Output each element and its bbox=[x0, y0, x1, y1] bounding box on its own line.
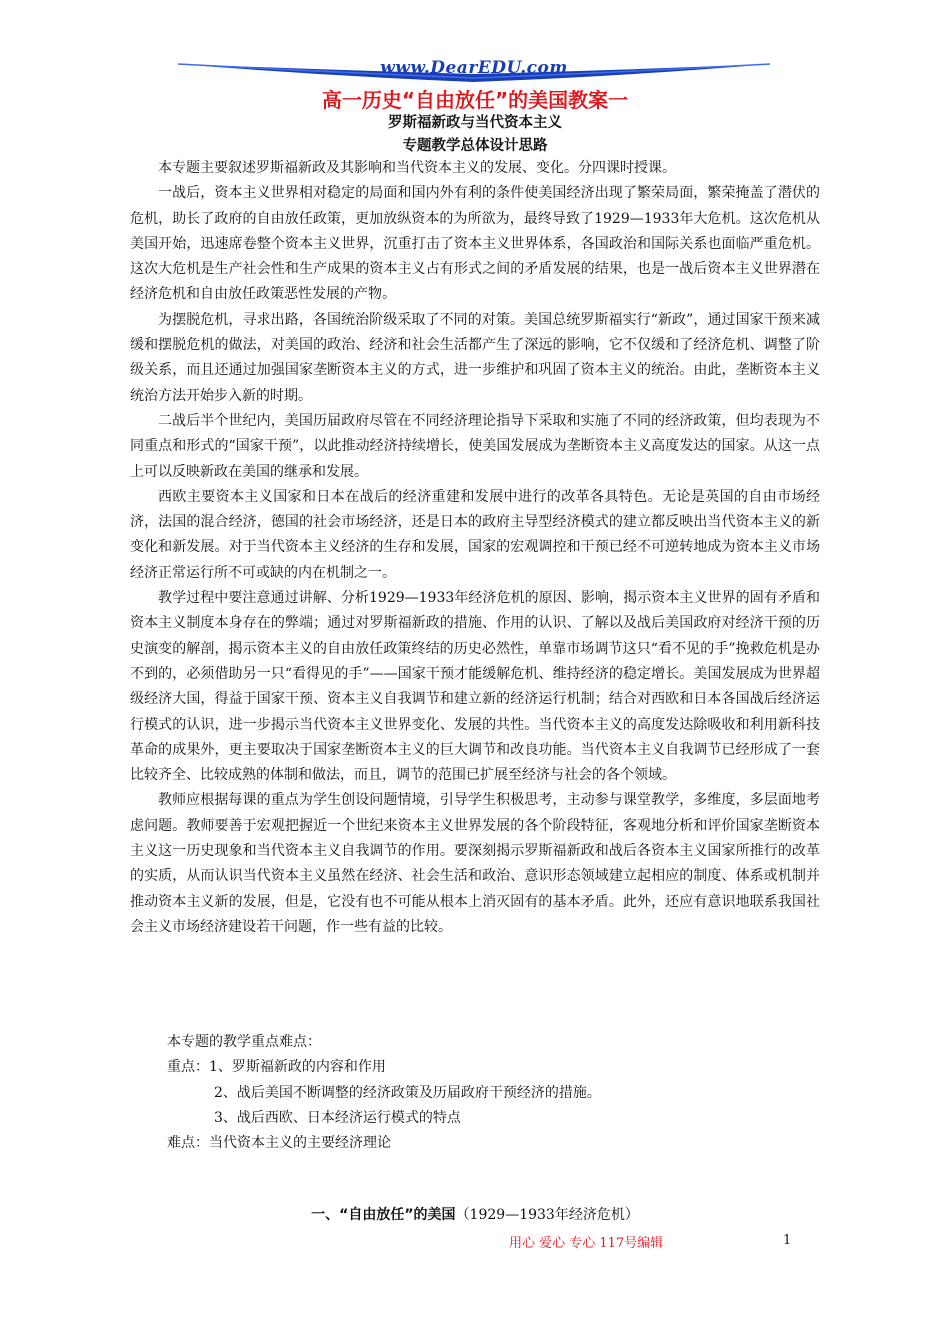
site-logo[interactable] bbox=[178, 56, 770, 86]
paragraph: 一战后，资本主义世界相对稳定的局面和国内外有利的条件使美国经济出现了繁荣局面，繁荣掩盖了潜伏的危机，助长了政府的自由放任政策，更加放纵资本的为所欲为，最终导致了1929—1933年大危机。这次危机从美国开始，迅速席卷整个资本主义世界，沉重打击了资本主义世界体系，各国政治和国际关系也面临严重危机。这次大危机是生产社会性和生产成果的资本主义占有形式之间的矛盾发展的结果，也是一战后资本主义世界潜在经济危机和自由放任政策恶性发展的产物。 bbox=[130, 185, 820, 303]
paragraph: 为摆脱危机，寻求出路，各国统治阶级采取了不同的对策。美国总统罗斯福实行“新政”，通过国家干预来减缓和摆脱危机的做法，对美国的政治、经济和社会生活都产生了深远的影响，它不仅缓和了经济危机、调整了阶级关系，而且还通过加强国家垄断资本主义的方式，进一步维护和巩固了资本主义的统治。由此，垄断资本主义统治方法开始步入新的时期。 bbox=[130, 311, 820, 404]
page-number: 1 bbox=[783, 1233, 792, 1248]
key-points-list bbox=[130, 1030, 820, 1156]
document-subtitle: 罗斯福新政与当代资本主义 bbox=[388, 115, 562, 131]
paragraph: 教师应根据每课的重点为学生创设问题情境，引导学生积极思考，主动参与课堂教学，多维度，多层面地考虑问题。教师要善于宏观把握近一个世纪来资本主义世界发展的各个阶段特征，客观地分析和评价国家垄断资本主义这一历史现象和当代资本主义自我调节的作用。要深刻揭示罗斯福新政和战后各资本主义国家所推行的改革的实质，从而认识当代资本主义虽然在经济、社会生活和政治、意识形态领域建立起相应的制度、体系或机制并推动资本主义新的发展，但是，它没有也不可能从根本上消灭固有的基本矛盾。此外，还应有意识地联系我国社会主义市场经济建设若干问题，作一些有益的比较。 bbox=[130, 792, 820, 935]
paragraph: 西欧主要资本主义国家和日本在战后的经济重建和发展中进行的改革各具特色。无论是英国的自由市场经济，法国的混合经济，德国的社会市场经济，还是日本的政府主导型经济模式的建立都反映出当代资本主义的新变化和新发展。对于当代资本主义经济的生存和发展，国家的宏观调控和干预已经不可逆转地成为资本主义市场经济正常运行所不可或缺的内在机制之一。 bbox=[130, 488, 820, 581]
document-title: 高一历史“自由放任”的美国教案一 bbox=[321, 88, 629, 112]
logo-text: www.DearEDU.com bbox=[380, 58, 568, 78]
key-point-item: 2、战后美国不断调整的经济政策及历届政府干预经济的措施。 bbox=[214, 1084, 601, 1101]
section-subtitle: 专题教学总体设计思路 bbox=[402, 138, 548, 154]
paragraph: 二战后半个世纪内，美国历届政府尽管在不同经济理论指导下采取和实施了不同的经济政策，但均表现为不同重点和形式的“国家干预”，以此推动经济持续增长，使美国发展成为垄断资本主义高度发达的国家。从这一点上可以反映新政在美国的继承和发展。 bbox=[130, 412, 820, 480]
section-heading-title: 一、“自由放任”的美国 bbox=[311, 1207, 456, 1223]
section-heading-note: （1929—1933年经济危机） bbox=[455, 1207, 639, 1223]
paragraph: 教学过程中要注意通过讲解、分析1929—1933年经济危机的原因、影响，揭示资本主义世界的固有矛盾和资本主义制度本身存在的弊端；通过对罗斯福新政的措施、作用的认识、了解以及战后美国政府对经济干预的历史演变的解剖，揭示资本主义的自由放任政策终结的历史必然性，单靠市场调节这只“看不见的手”挽救危机是办不到的，必须借助另一只“看得见的手”——国家干预才能缓解危机、维持经济的稳定增长。美国发展成为世界超级经济大国，得益于国家干预、资本主义自我调节和建立新的经济运行机制；结合对西欧和日本各国战后经济运行模式的认识，进一步揭示当代资本主义世界变化、发展的共性。当代资本主义的高度发达除吸收和利用新科技革命的成果外，更主要取决于国家垄断资本主义的巨大调节和改良功能。当代资本主义自我调节已经形成了一套比较齐全、比较成熟的体制和做法，而且，调节的范围已扩展至经济与社会的各个领域。 bbox=[130, 590, 820, 784]
difficulty-item: 难点：当代资本主义的主要经济理论 bbox=[167, 1135, 391, 1152]
footer-text: 用心 爱心 专心 117号编辑 bbox=[509, 1236, 664, 1251]
section-heading bbox=[0, 1204, 950, 1224]
body-text bbox=[130, 156, 820, 940]
paragraph: 本专题主要叙述罗斯福新政及其影响和当代资本主义的发展、变化。分四课时授课。 bbox=[158, 160, 676, 176]
key-points-intro: 本专题的教学重点难点： bbox=[167, 1034, 321, 1050]
key-point-item: 3、战后西欧、日本经济运行模式的特点 bbox=[214, 1109, 461, 1126]
key-point-item: 重点：1、罗斯福新政的内容和作用 bbox=[167, 1059, 386, 1076]
